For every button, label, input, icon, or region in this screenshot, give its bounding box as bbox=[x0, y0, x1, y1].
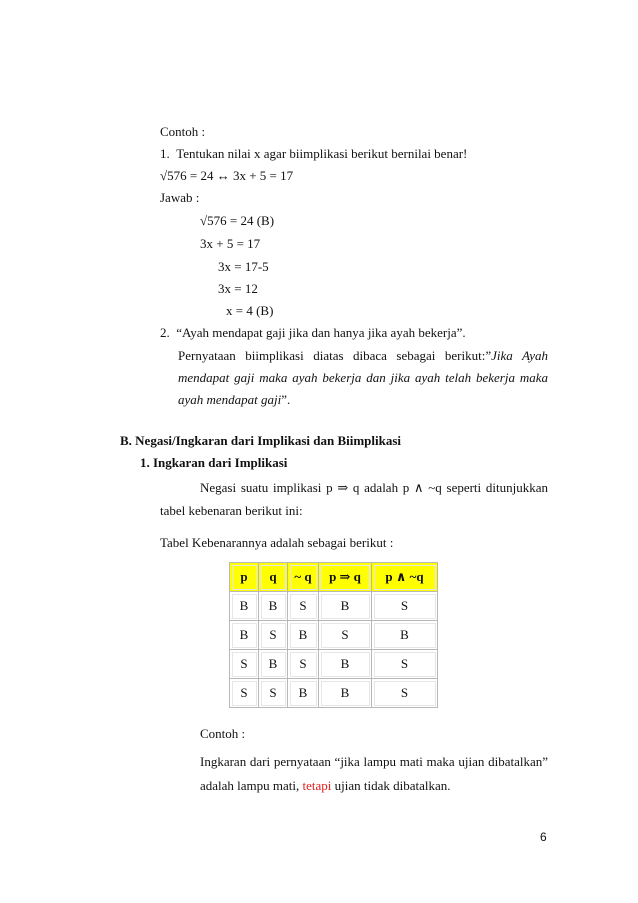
negation-paragraph-line-1: Negasi suatu implikasi p ⇒ q adalah p ∧ ~q seperti ditunjukkan bbox=[200, 480, 548, 495]
step-5: x = 4 (B) bbox=[226, 303, 274, 318]
explanation-italic-end: ayah mendapat gaji bbox=[178, 392, 282, 407]
header-p: p bbox=[230, 563, 259, 592]
step-4: 3x = 12 bbox=[218, 281, 258, 296]
answer-label: Jawab : bbox=[160, 190, 200, 205]
header-p-and-not-q: p ∧ ~q bbox=[372, 563, 438, 592]
table-cell: B bbox=[230, 621, 259, 650]
negation-paragraph-line-2: tabel kebenaran berikut ini: bbox=[160, 503, 303, 518]
truth-table bbox=[229, 562, 438, 708]
explanation-end: ”. bbox=[281, 392, 291, 407]
example-2-text-b: ujian tidak dibatalkan. bbox=[334, 778, 451, 793]
explanation-plain: Pernyataan biimplikasi diatas dibaca sebagai berikut:” bbox=[178, 348, 492, 363]
section-b-title: B. Negasi/Ingkaran dari Implikasi dan Biimplikasi bbox=[120, 433, 402, 448]
table-cell: S bbox=[259, 621, 288, 650]
step-1: √576 = 24 (B) bbox=[200, 213, 275, 228]
biimplication-statement: √576 = 24 ↔ 3x + 5 = 17 bbox=[160, 168, 294, 183]
header-p-implies-q: p ⇒ q bbox=[319, 563, 372, 592]
question-1-number: 1. bbox=[160, 146, 170, 161]
table-cell: S bbox=[259, 679, 288, 708]
question-1 bbox=[160, 146, 467, 162]
truth-table-header-row bbox=[230, 563, 438, 592]
example-2-line-1: Ingkaran dari pernyataan “jika lampu mati maka ujian dibatalkan” bbox=[200, 754, 548, 769]
example-2-heading: Contoh : bbox=[200, 726, 246, 741]
table-cell: B bbox=[259, 650, 288, 679]
example-2-highlight: tetapi bbox=[302, 778, 332, 793]
step-2: 3x + 5 = 17 bbox=[200, 236, 261, 251]
table-cell: B bbox=[319, 592, 372, 621]
table-cell: B bbox=[319, 650, 372, 679]
header-q: q bbox=[259, 563, 288, 592]
table-cell: B bbox=[288, 679, 319, 708]
table-row bbox=[230, 592, 438, 621]
question-2-explanation-line-3 bbox=[178, 392, 290, 408]
table-cell: S bbox=[230, 650, 259, 679]
header-not-q: ~ q bbox=[288, 563, 319, 592]
table-row bbox=[230, 621, 438, 650]
table-cell: S bbox=[372, 592, 438, 621]
table-cell: B bbox=[372, 621, 438, 650]
table-cell: B bbox=[319, 679, 372, 708]
question-2-explanation-line-2: mendapat gaji maka ayah bekerja dan jika ayah telah bekerja maka bbox=[178, 370, 548, 385]
example-heading: Contoh : bbox=[160, 124, 206, 139]
question-1-text: Tentukan nilai x agar biimplikasi berikut bernilai benar! bbox=[176, 146, 468, 161]
table-cell: S bbox=[319, 621, 372, 650]
question-2 bbox=[160, 325, 466, 341]
page-number: 6 bbox=[540, 830, 547, 844]
table-cell: S bbox=[372, 679, 438, 708]
question-2-number: 2. bbox=[160, 325, 170, 340]
example-2-line-2 bbox=[200, 778, 451, 794]
table-row bbox=[230, 650, 438, 679]
table-cell: S bbox=[230, 679, 259, 708]
table-cell: S bbox=[288, 592, 319, 621]
table-row bbox=[230, 679, 438, 708]
subsection-1-title: 1. Ingkaran dari Implikasi bbox=[140, 455, 288, 470]
table-cell: B bbox=[230, 592, 259, 621]
explanation-italic: Jika Ayah bbox=[491, 348, 548, 363]
table-caption: Tabel Kebenarannya adalah sebagai berikut : bbox=[160, 535, 394, 550]
table-cell: S bbox=[288, 650, 319, 679]
table-cell: S bbox=[372, 650, 438, 679]
question-2-text: “Ayah mendapat gaji jika dan hanya jika ayah bekerja”. bbox=[176, 325, 466, 340]
question-2-explanation-line-1 bbox=[178, 348, 548, 364]
table-cell: B bbox=[288, 621, 319, 650]
example-2-text-a: adalah lampu mati, bbox=[200, 778, 300, 793]
table-cell: B bbox=[259, 592, 288, 621]
step-3: 3x = 17-5 bbox=[218, 259, 269, 274]
